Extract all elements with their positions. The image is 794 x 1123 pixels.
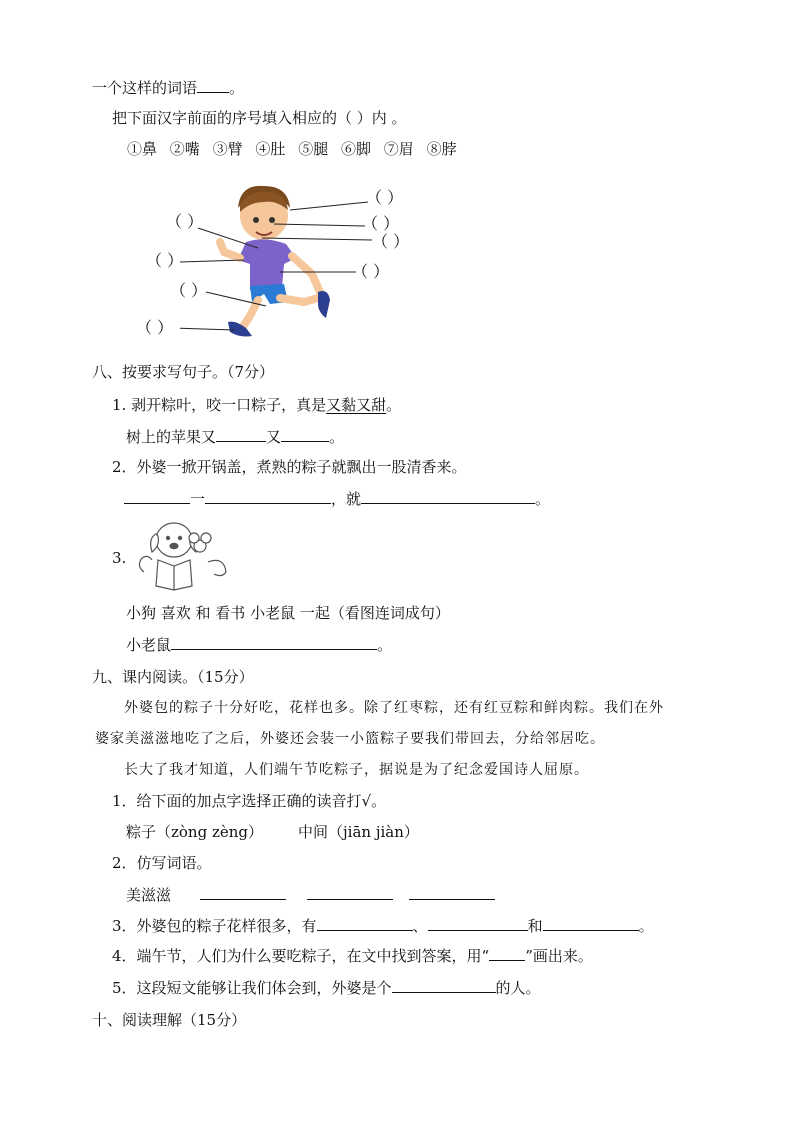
- label-paren-7[interactable]: （ ）: [170, 281, 208, 300]
- q8-item1-fill: 树上的苹果又 又 。: [126, 428, 345, 446]
- intro-text: 一个这样的词语: [92, 79, 198, 97]
- option-3: ③臂: [212, 140, 243, 158]
- word-blank-1[interactable]: [200, 885, 286, 900]
- word-blank-2[interactable]: [307, 885, 393, 900]
- label-paren-4[interactable]: （ ）: [372, 232, 410, 251]
- s4-blank: [489, 946, 525, 961]
- label-paren-2[interactable]: （ ）: [166, 212, 204, 231]
- label-paren-6[interactable]: （ ）: [352, 262, 390, 281]
- label-paren-8[interactable]: （ ）: [136, 318, 174, 337]
- blank-2a[interactable]: [124, 489, 190, 504]
- blank-2c[interactable]: [361, 489, 535, 504]
- q8-item1: 1. 剥开粽叶，咬一口粽子，真是又黏又甜。: [112, 396, 402, 414]
- q8-item2-fill: 一 ，就 。: [124, 489, 550, 509]
- underlined-phrase: 又黏又甜: [326, 396, 387, 414]
- q9-sub1: 1．给下面的加点字选择正确的读音打√。: [112, 792, 387, 810]
- q8-item3-words: 小狗 喜欢 和 看书 小老鼠 一起（看图连词成句）: [126, 604, 450, 622]
- dog-mouse-reading-illustration: [134, 516, 234, 594]
- q9-sub5: 5．这段短文能够让我们体会到，外婆是个 的人。: [112, 979, 541, 997]
- option-8: ⑧脖: [426, 140, 457, 158]
- q7-instruction: 把下面汉字前面的序号填入相应的（ ）内 。: [112, 109, 407, 127]
- label-paren-1[interactable]: （ ）: [366, 188, 404, 207]
- s3-blank-1[interactable]: [317, 916, 413, 931]
- q8-item3-num: 3.: [112, 549, 127, 567]
- q9-title: 九、课内阅读。（15分）: [92, 668, 254, 686]
- pinyin-choice-2[interactable]: 中间（jiān jiàn）: [298, 823, 419, 841]
- blank-2b[interactable]: [205, 489, 331, 504]
- option-2: ②嘴: [169, 140, 200, 158]
- q8-item2: 2．外婆一掀开锅盖，煮熟的粽子就飘出一股清香来。: [112, 458, 467, 476]
- q9-sub1-pinyin: [126, 822, 263, 842]
- q9-sub2: 2．仿写词语。: [112, 854, 212, 872]
- q9-sub2-words: 美滋滋: [126, 885, 495, 905]
- word-blank-3[interactable]: [409, 885, 495, 900]
- option-4: ④肚: [255, 140, 286, 158]
- blank-1a[interactable]: [216, 427, 266, 442]
- blank-1b[interactable]: [281, 427, 329, 442]
- q9-para1-line2: 婆家美滋滋地吃了之后，外婆还会装一小篮粽子要我们带回去，分给邻居吃。: [95, 731, 605, 747]
- q7-options: [127, 139, 465, 159]
- q9-para1-line1: 外婆包的粽子十分好吃，花样也多。除了红枣粽，还有红豆粽和鲜肉粽。我们在外: [124, 700, 664, 716]
- option-6: ⑥脚: [340, 140, 371, 158]
- q10-title: 十、阅读理解（15分）: [92, 1011, 247, 1029]
- intro-blank[interactable]: [197, 78, 229, 93]
- q8-title: 八、按要求写句子。（7分）: [92, 363, 275, 381]
- q8-item3-fill: 小老鼠 。: [126, 636, 393, 654]
- q9-sub1-pinyin-2: [298, 822, 419, 842]
- s5-blank[interactable]: [392, 978, 496, 993]
- option-7: ⑦眉: [383, 140, 414, 158]
- label-paren-5[interactable]: （ ）: [146, 251, 184, 270]
- s3-blank-3[interactable]: [543, 916, 639, 931]
- q9-para2: 长大了我才知道，人们端午节吃粽子，据说是为了纪念爱国诗人屈原。: [124, 762, 589, 778]
- q9-sub3: 3．外婆包的粽子花样很多，有 、 和 。: [112, 917, 654, 935]
- intro-line: 一个这样的词语 。: [92, 79, 245, 97]
- q9-sub4: 4．端午节，人们为什么要吃粽子，在文中找到答案，用“ ”画出来。: [112, 947, 593, 965]
- s3-blank-2[interactable]: [428, 916, 528, 931]
- label-paren-3[interactable]: （ ）: [362, 214, 400, 233]
- pinyin-choice-1[interactable]: 粽子（zòng zèng）: [126, 823, 264, 841]
- blank-3[interactable]: [171, 635, 377, 650]
- option-1: ①鼻: [127, 140, 158, 158]
- option-5: ⑤腿: [298, 140, 329, 158]
